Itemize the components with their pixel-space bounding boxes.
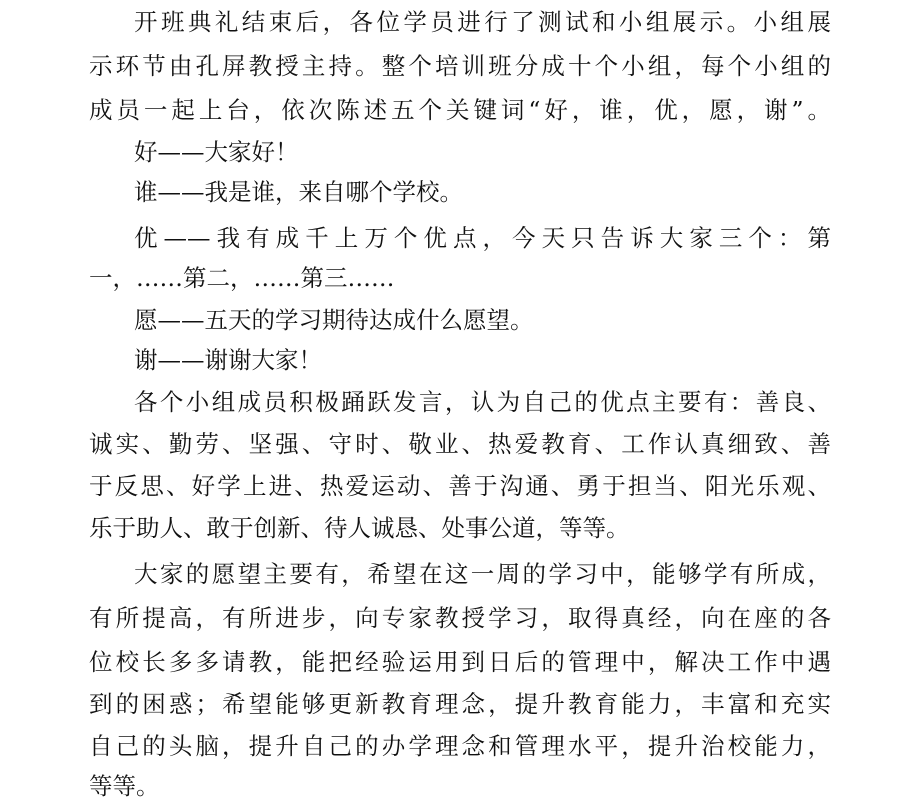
text-line: 于反思、好学上进、热爱运动、善于沟通、勇于担当、阳光乐观、 [89,472,831,500]
text-line: 开班典礼结束后，各位学员进行了测试和小组展示。小组展 [134,8,831,36]
text-line: 乐于助人、敢于创新、待人诚恳、处事公道，等等。 [89,514,630,542]
text-line: 谢——谢谢大家！ [134,346,322,374]
text-line: 大家的愿望主要有，希望在这一周的学习中，能够学有所成， [134,560,831,588]
text-line: 到的困惑；希望能够更新教育理念，提升教育能力，丰富和充实 [89,690,831,718]
text-line: 等等。 [89,772,160,800]
text-line: 自己的头脑，提升自己的办学理念和管理水平，提升治校能力， [89,732,831,760]
text-line: 各个小组成员积极踊跃发言，认为自己的优点主要有：善良、 [134,388,831,416]
text-line: 一，……第二，……第三…… [89,264,395,292]
text-line: 优——我有成千上万个优点，今天只告诉大家三个：第 [134,224,831,252]
text-line: 好——大家好！ [134,138,299,166]
text-line: 位校长多多请教，能把经验运用到日后的管理中，解决工作中遇 [89,648,831,676]
text-line: 愿——五天的学习期待达成什么愿望。 [134,306,534,334]
text-line: 示环节由孔屏教授主持。整个培训班分成十个小组，每个小组的 [89,52,831,80]
text-line: 谁——我是谁，来自哪个学校。 [134,178,463,206]
text-line: 成员一起上台，依次陈述五个关键词“好，谁，优，愿，谢”。 [89,96,831,124]
text-line: 有所提高，有所进步，向专家教授学习，取得真经，向在座的各 [89,604,831,632]
text-line: 诚实、勤劳、坚强、守时、敬业、热爱教育、工作认真细致、善 [89,430,831,458]
